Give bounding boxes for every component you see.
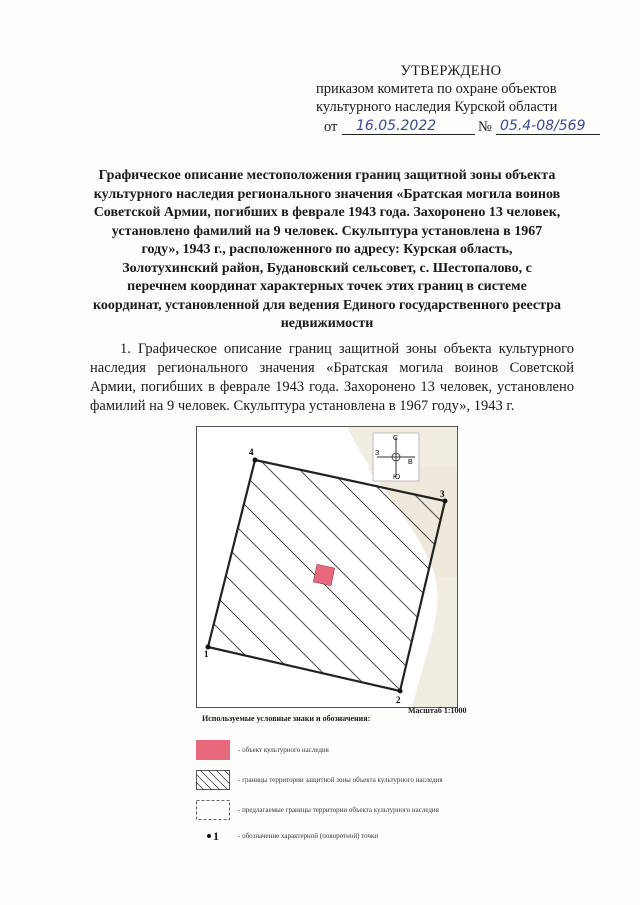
compass-south: Ю <box>393 474 401 481</box>
compass-icon <box>373 433 419 481</box>
approval-number: 05.4-08/569 <box>500 118 586 134</box>
point-4 <box>253 458 258 463</box>
hatched-square-icon <box>196 770 230 790</box>
dashed-square-icon <box>196 800 230 820</box>
map-scale: Масштаб 1:1000 <box>408 706 467 715</box>
point-label-3: 3 <box>440 489 445 499</box>
boundary-map <box>196 426 458 708</box>
document-title: Графическое описание местоположения границ защитной зоны объекта культурного наследия регионального значения «Братская могила воинов Советской Армии, погибших в феврале 1943 года. Захоронено 13 человек, установлено фамилий на 9 человек. Скульптура установлена в 1967 году», 1943 г., расположенного по адресу: Курская область, Золотухинский район, Будановский сельсовет, с. Шестопалово, с перечнем координат характерных точек этих границ в системе координат, установленной для ведения Единого государственного реестра недвижимости <box>93 168 561 331</box>
approval-line-1: приказом комитета по охране объектов <box>316 81 557 97</box>
point-3 <box>443 499 448 504</box>
approval-block <box>316 62 616 138</box>
point-label-4: 4 <box>249 447 254 457</box>
approval-line-2: культурного наследия Курской области <box>316 99 558 115</box>
section-1-paragraph: 1. Графическое описание границ защитной зоны объекта культурного наследия регионального значения «Братская могила воинов Советской Армии, погибших в феврале 1943 года. Захоронено 13 человек, установлено фамилий на 9 человек. Скульптура установлена в 1967 году», 1943 г. <box>90 341 574 414</box>
legend-text-point: - обозначение характерной (поворотной) точки <box>238 831 379 840</box>
point-2 <box>398 689 403 694</box>
compass-north: С <box>393 435 399 442</box>
point-label-2: 2 <box>396 695 401 705</box>
legend-item-proposed <box>196 800 460 820</box>
legend-item-zone <box>196 770 460 790</box>
pink-square-icon <box>196 740 230 760</box>
legend-item-point <box>196 826 460 846</box>
point-label-1: 1 <box>204 649 209 659</box>
legend-item-object <box>196 740 460 760</box>
approval-date: 16.05.2022 <box>356 118 437 134</box>
approval-date-number <box>316 116 616 138</box>
legend-text-zone: - границы территории защитной зоны объекта культурного наследия <box>238 775 443 784</box>
from-label: от <box>324 119 338 135</box>
compass-east: В <box>408 459 413 466</box>
point-icon <box>196 826 230 846</box>
compass-west: З <box>375 450 380 457</box>
legend-text-proposed: - предлагаемые границы территории объекта культурного наследия <box>238 805 439 814</box>
legend-text-object: - объект культурного наследия <box>238 745 329 754</box>
approval-heading: УТВЕРЖДЕНО <box>400 63 502 79</box>
map-drawing <box>197 427 457 707</box>
legend-title: Используемые условные знаки и обозначения: <box>202 714 371 723</box>
heritage-object <box>313 564 334 585</box>
number-label: № <box>478 119 492 135</box>
legend-point-label: 1 <box>213 828 219 843</box>
